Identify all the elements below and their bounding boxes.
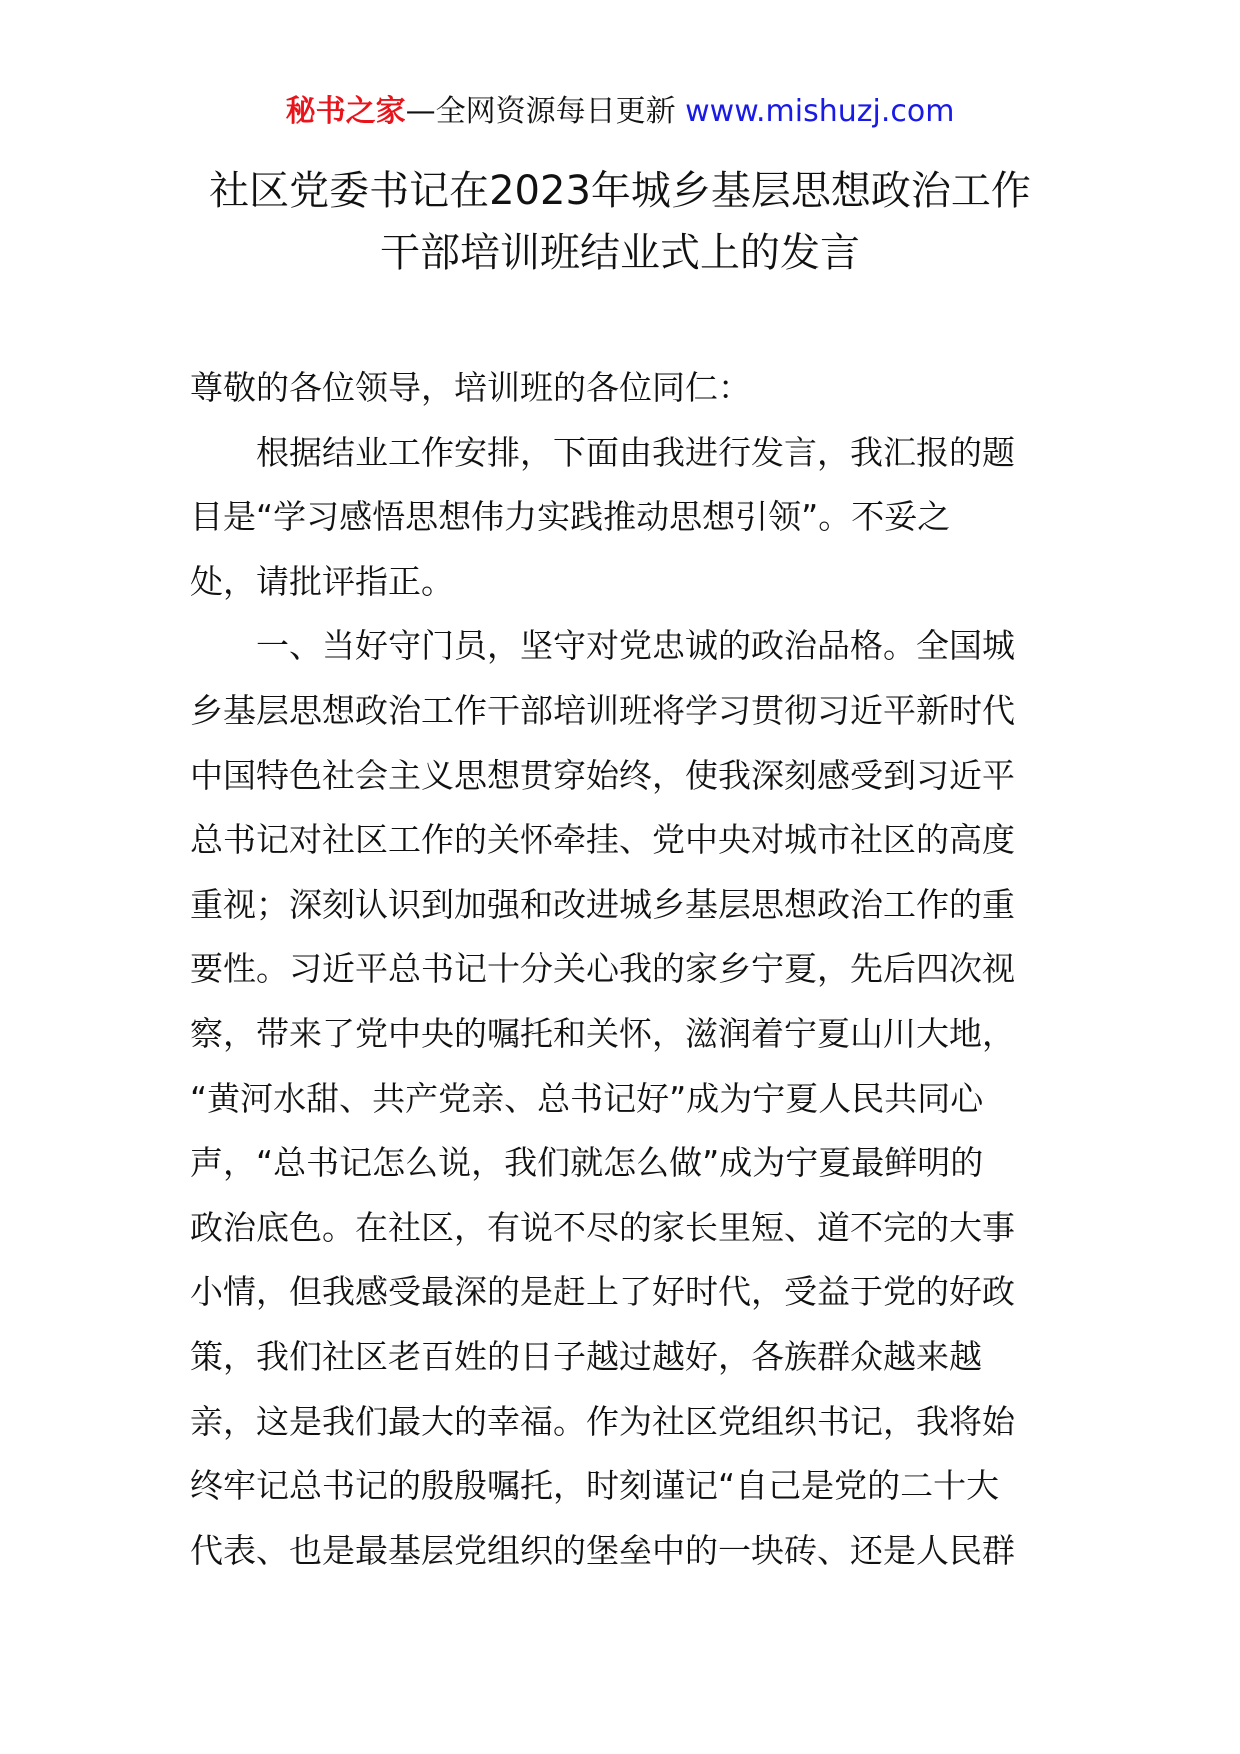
document-title xyxy=(0,160,1240,284)
body-line: 策，我们社区老百姓的日子越过越好，各族群众越来越 xyxy=(190,1336,982,1376)
body-line: 总书记对社区工作的关怀牵挂、党中央对城市社区的高度 xyxy=(190,820,1015,860)
header-tagline: 全网资源每日更新 xyxy=(435,94,676,129)
body-line: 亲，这是我们最大的幸福。作为社区党组织书记，我将始 xyxy=(190,1401,1015,1441)
body-line: 重视；深刻认识到加强和改进城乡基层思想政治工作的重 xyxy=(190,884,1015,924)
body-line: 尊敬的各位领导，培训班的各位同仁： xyxy=(190,368,751,407)
body-line: 要性。习近平总书记十分关心我的家乡宁夏，先后四次视 xyxy=(190,949,1015,989)
body-line: 察，带来了党中央的嘱托和关怀，滋润着宁夏山川大地， xyxy=(190,1013,1015,1053)
body-line: 政治底色。在社区，有说不尽的家长里短、道不完的大事 xyxy=(190,1207,1015,1247)
document-body xyxy=(190,356,1056,1583)
body-line: 声，“总书记怎么说，我们就怎么做”成为宁夏最鲜明的 xyxy=(190,1143,984,1183)
body-line: 乡基层思想政治工作干部培训班将学习贯彻习近平新时代 xyxy=(190,690,1015,730)
header-dash: — xyxy=(405,94,436,129)
title-line-1: 社区党委书记在2023年城乡基层思想政治工作 xyxy=(209,168,1031,214)
body-line: 根据结业工作安排，下面由我进行发言，我汇报的题 xyxy=(190,432,1015,472)
body-line: 小情，但我感受最深的是赶上了好时代，受益于党的好政 xyxy=(190,1272,1015,1312)
body-line: 中国特色社会主义思想贯穿始终，使我深刻感受到习近平 xyxy=(190,755,1015,795)
body-line: 处，请批评指正。 xyxy=(190,561,454,601)
title-line-2: 干部培训班结业式上的发言 xyxy=(380,230,860,276)
body-line: “黄河水甜、共产党亲、总书记好”成为宁夏人民共同心 xyxy=(190,1078,984,1118)
site-header xyxy=(0,92,1240,132)
body-line: 代表、也是最基层党组织的堡垒中的一块砖、还是人民群 xyxy=(190,1530,1015,1570)
body-line: 目是“学习感悟思想伟力实践推动思想引领”。不妥之 xyxy=(190,497,951,537)
site-url-link[interactable]: www.mishuzj.com xyxy=(685,94,955,129)
brand-name: 秘书之家 xyxy=(285,94,406,129)
body-line: 一、当好守门员，坚守对党忠诚的政治品格。全国城 xyxy=(190,626,1015,666)
body-line: 终牢记总书记的殷殷嘱托，时刻谨记“自己是党的二十大 xyxy=(190,1466,1000,1506)
